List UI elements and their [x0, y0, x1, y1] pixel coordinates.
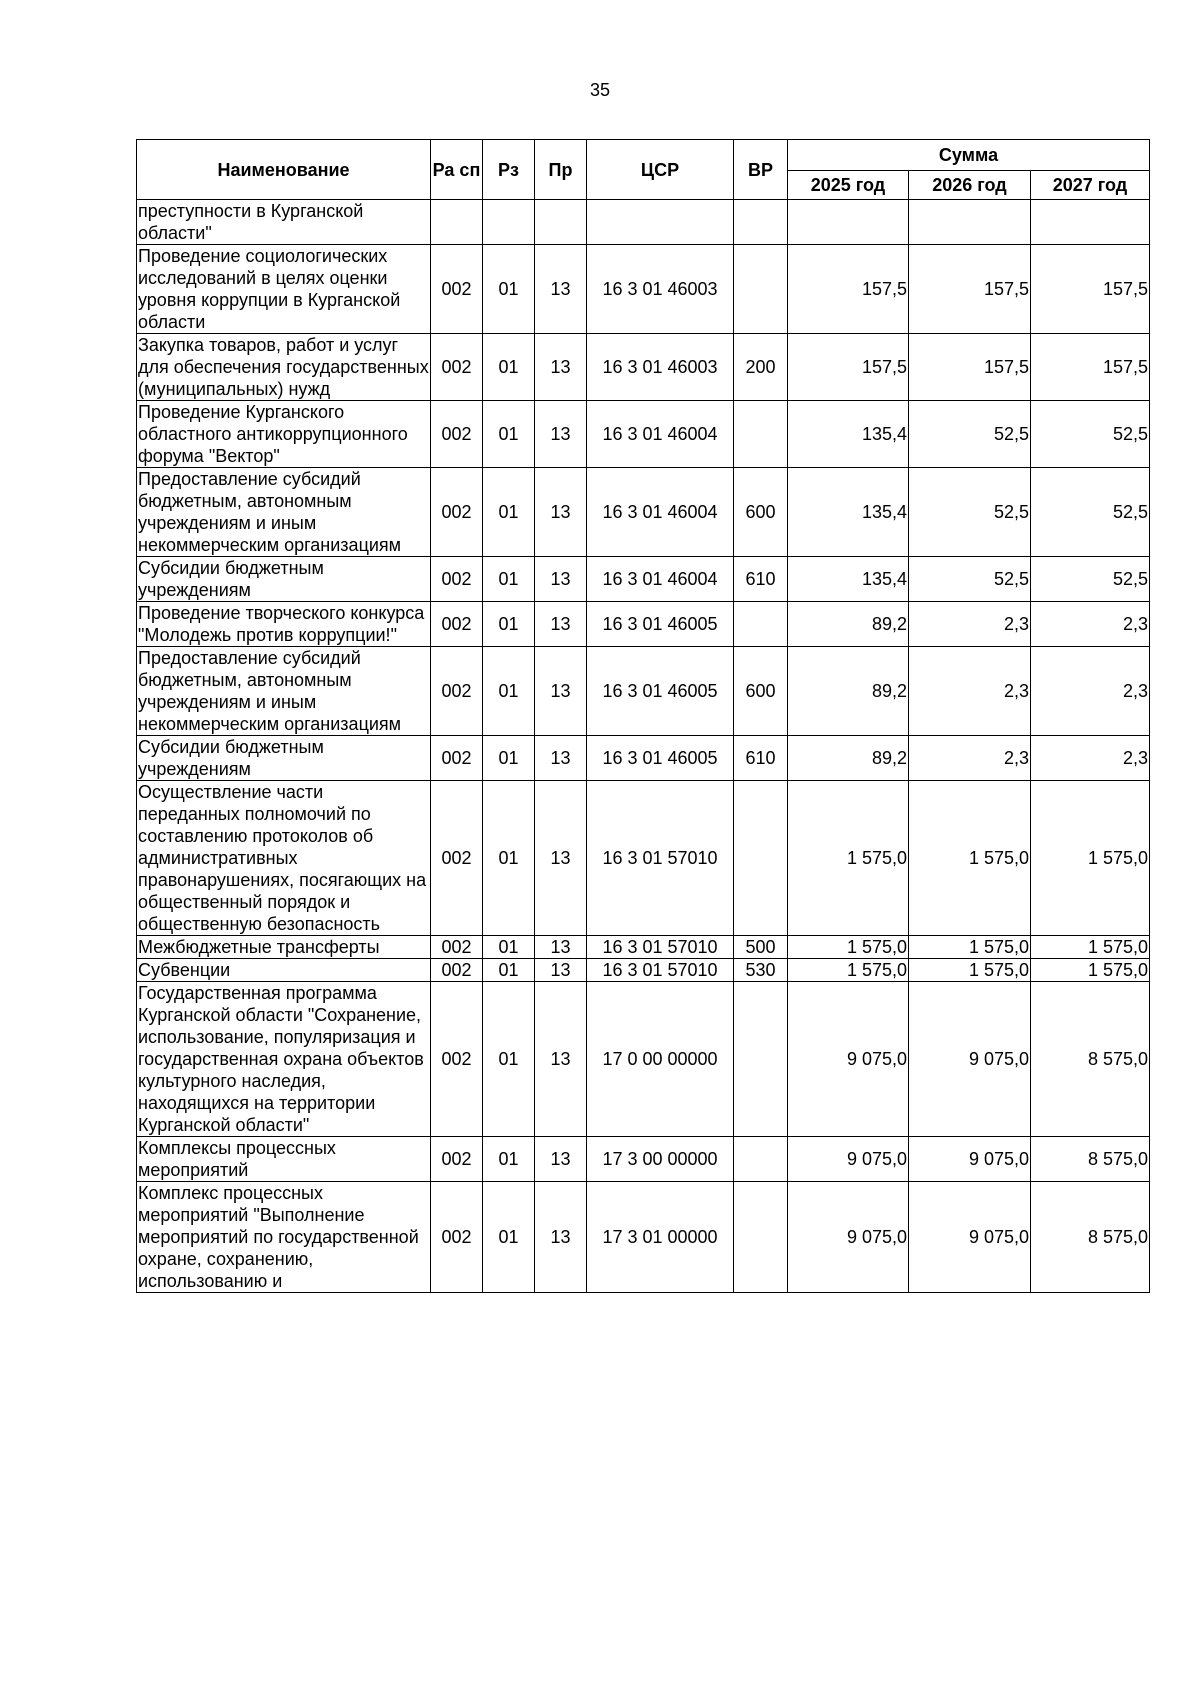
row-sum-2026-cell: 2,3 — [909, 736, 1031, 781]
row-csr-cell: 16 3 01 46005 — [587, 602, 734, 647]
row-sum-2025-cell: 135,4 — [788, 401, 909, 468]
row-rz-cell: 01 — [483, 647, 535, 736]
row-name-cell: Закупка товаров, работ и услуг для обеспечения государственных (муниципальных) нужд — [138, 335, 429, 399]
row-rz-cell: 01 — [483, 936, 535, 959]
row-pr-cell: 13 — [535, 468, 587, 557]
row-rasp-cell: 002 — [431, 1182, 483, 1293]
row-vr-cell: 610 — [734, 736, 788, 781]
row-vr-cell — [734, 200, 788, 245]
budget-table — [136, 139, 1150, 1293]
row-sum-2026-cell: 1 575,0 — [909, 781, 1031, 936]
row-pr-cell: 13 — [535, 1137, 587, 1182]
row-pr-cell: 13 — [535, 602, 587, 647]
row-csr-cell: 16 3 01 46004 — [587, 557, 734, 602]
row-vr-cell — [734, 401, 788, 468]
row-sum-2025-cell: 1 575,0 — [788, 781, 909, 936]
row-name-cell: Межбюджетные трансферты — [137, 936, 431, 959]
table-row — [137, 468, 1150, 557]
row-csr-cell: 17 0 00 00000 — [587, 982, 734, 1137]
row-name-cell: Осуществление части переданных полномочий по составлению протоколов об административных правонарушениях, посягающих на общественный порядок и общественную безопасность — [137, 781, 431, 936]
row-sum-2026-cell: 52,5 — [909, 468, 1031, 557]
table-row — [137, 200, 1150, 245]
row-sum-2026-cell: 1 575,0 — [909, 959, 1031, 982]
row-sum-2026-cell: 9 075,0 — [909, 1182, 1031, 1293]
row-pr-cell: 13 — [535, 959, 587, 982]
row-name-cell: Предоставление субсидий бюджетным, автономным учреждениям и иным некоммерческим организациям — [137, 647, 431, 736]
row-rasp-cell: 002 — [431, 401, 483, 468]
header-vr: ВР — [734, 140, 788, 200]
row-pr-cell: 13 — [535, 781, 587, 936]
row-sum-2026-cell — [909, 200, 1031, 245]
row-sum-2027-cell: 8 575,0 — [1031, 1182, 1150, 1293]
table-header — [137, 140, 1150, 200]
row-rasp-cell: 002 — [431, 936, 483, 959]
table-row — [137, 557, 1150, 602]
row-sum-2026-cell: 2,3 — [909, 647, 1031, 736]
table-row — [137, 1137, 1150, 1182]
row-sum-2027-cell: 52,5 — [1031, 557, 1150, 602]
header-rasp: Ра сп — [431, 140, 483, 200]
row-csr-cell — [587, 200, 734, 245]
row-rasp-cell: 002 — [431, 468, 483, 557]
row-rasp-cell: 002 — [431, 557, 483, 602]
row-sum-2025-cell: 157,5 — [788, 334, 909, 401]
row-rasp-cell: 002 — [431, 736, 483, 781]
header-year-2025: 2025 год — [788, 171, 909, 200]
row-name-cell: Предоставление субсидий бюджетным, автономным учреждениям и иным некоммерческим организациям — [137, 468, 431, 557]
row-rz-cell: 01 — [483, 468, 535, 557]
row-csr-cell: 16 3 01 57010 — [587, 959, 734, 982]
table-row — [137, 982, 1150, 1137]
row-vr-cell: 610 — [734, 557, 788, 602]
row-csr-cell: 16 3 01 46003 — [587, 245, 734, 334]
row-rasp-cell: 002 — [431, 334, 483, 401]
row-pr-cell: 13 — [535, 245, 587, 334]
row-sum-2026-cell: 2,3 — [909, 602, 1031, 647]
row-rz-cell: 01 — [483, 401, 535, 468]
header-csr: ЦСР — [587, 140, 734, 200]
row-csr-cell: 17 3 01 00000 — [587, 1182, 734, 1293]
row-vr-cell — [734, 982, 788, 1137]
table-row — [137, 1182, 1150, 1293]
row-pr-cell: 13 — [535, 401, 587, 468]
row-vr-cell: 600 — [734, 468, 788, 557]
row-sum-2026-cell: 157,5 — [909, 245, 1031, 334]
row-sum-2025-cell — [788, 200, 909, 245]
row-vr-cell: 500 — [734, 936, 788, 959]
row-sum-2027-cell: 1 575,0 — [1031, 781, 1150, 936]
row-rz-cell — [483, 200, 535, 245]
row-rasp-cell: 002 — [431, 1137, 483, 1182]
row-sum-2025-cell: 1 575,0 — [788, 959, 909, 982]
row-name-cell: Субсидии бюджетным учреждениям — [137, 557, 431, 602]
table-body — [137, 200, 1150, 1293]
row-csr-cell: 16 3 01 57010 — [587, 781, 734, 936]
row-rasp-cell: 002 — [431, 982, 483, 1137]
row-sum-2026-cell: 157,5 — [909, 334, 1031, 401]
row-sum-2025-cell: 1 575,0 — [788, 936, 909, 959]
row-sum-2027-cell: 8 575,0 — [1031, 982, 1150, 1137]
row-sum-2027-cell: 8 575,0 — [1031, 1137, 1150, 1182]
row-name-cell: Субвенции — [137, 959, 431, 982]
row-vr-cell: 530 — [734, 959, 788, 982]
row-rz-cell: 01 — [483, 557, 535, 602]
row-sum-2027-cell: 157,5 — [1031, 245, 1150, 334]
row-csr-cell: 17 3 00 00000 — [587, 1137, 734, 1182]
row-vr-cell — [734, 781, 788, 936]
table-row — [137, 936, 1150, 959]
row-name-cell: Субсидии бюджетным учреждениям — [137, 736, 431, 781]
row-sum-2025-cell: 9 075,0 — [788, 1182, 909, 1293]
row-name-cell: Проведение социологических исследований в целях оценки уровня коррупции в Курганской области — [137, 245, 431, 334]
row-vr-cell — [734, 1137, 788, 1182]
row-pr-cell: 13 — [535, 1182, 587, 1293]
row-rasp-cell — [431, 200, 483, 245]
row-pr-cell: 13 — [535, 334, 587, 401]
row-sum-2025-cell: 9 075,0 — [788, 982, 909, 1137]
row-rasp-cell: 002 — [431, 245, 483, 334]
row-rasp-cell: 002 — [431, 781, 483, 936]
row-name-cell: Государственная программа Курганской области "Сохранение, использование, популяризация и государственная охрана объектов культурного наследия, находящихся на территории Курганской области" — [137, 982, 431, 1137]
row-sum-2027-cell: 52,5 — [1031, 401, 1150, 468]
row-pr-cell: 13 — [535, 647, 587, 736]
row-sum-2027-cell: 2,3 — [1031, 647, 1150, 736]
row-rz-cell: 01 — [483, 334, 535, 401]
row-sum-2026-cell: 52,5 — [909, 557, 1031, 602]
row-vr-cell: 600 — [734, 647, 788, 736]
row-name-cell: Проведение творческого конкурса "Молодежь против коррупции!" — [137, 602, 431, 647]
table-row — [137, 602, 1150, 647]
row-sum-2027-cell — [1031, 200, 1150, 245]
row-sum-2026-cell: 1 575,0 — [909, 936, 1031, 959]
row-rz-cell: 01 — [483, 982, 535, 1137]
row-csr-cell: 16 3 01 46005 — [587, 736, 734, 781]
row-rz-cell: 01 — [483, 1137, 535, 1182]
row-csr-cell: 16 3 01 57010 — [587, 936, 734, 959]
row-csr-cell: 16 3 01 46003 — [587, 334, 734, 401]
header-sum: Сумма — [788, 140, 1150, 171]
row-rasp-cell: 002 — [431, 647, 483, 736]
table-row — [137, 401, 1150, 468]
table-row — [137, 334, 1150, 401]
row-sum-2027-cell: 157,5 — [1031, 334, 1150, 401]
row-sum-2025-cell: 157,5 — [788, 245, 909, 334]
header-name: Наименование — [137, 140, 431, 200]
row-sum-2026-cell: 9 075,0 — [909, 1137, 1031, 1182]
row-sum-2025-cell: 9 075,0 — [788, 1137, 909, 1182]
row-csr-cell: 16 3 01 46005 — [587, 647, 734, 736]
row-rz-cell: 01 — [483, 602, 535, 647]
row-pr-cell: 13 — [535, 557, 587, 602]
row-rz-cell: 01 — [483, 736, 535, 781]
row-pr-cell: 13 — [535, 936, 587, 959]
row-sum-2025-cell: 135,4 — [788, 557, 909, 602]
row-sum-2025-cell: 89,2 — [788, 647, 909, 736]
row-sum-2025-cell: 89,2 — [788, 736, 909, 781]
row-rz-cell: 01 — [483, 245, 535, 334]
row-name-cell: Проведение Курганского областного антикоррупционного форума "Вектор" — [137, 401, 431, 468]
row-vr-cell — [734, 1182, 788, 1293]
header-rz: Рз — [483, 140, 535, 200]
row-pr-cell — [535, 200, 587, 245]
row-name-cell: Комплекс процессных мероприятий "Выполнение мероприятий по государственной охране, сохранению, использованию и — [137, 1182, 431, 1293]
row-sum-2025-cell: 135,4 — [788, 468, 909, 557]
row-pr-cell: 13 — [535, 736, 587, 781]
row-sum-2025-cell: 89,2 — [788, 602, 909, 647]
row-vr-cell — [734, 602, 788, 647]
table-row — [137, 781, 1150, 936]
row-csr-cell: 16 3 01 46004 — [587, 468, 734, 557]
row-rz-cell: 01 — [483, 1182, 535, 1293]
row-rasp-cell: 002 — [431, 602, 483, 647]
row-sum-2027-cell: 1 575,0 — [1031, 936, 1150, 959]
table-row — [137, 647, 1150, 736]
table-row — [137, 959, 1150, 982]
row-csr-cell: 16 3 01 46004 — [587, 401, 734, 468]
row-rz-cell: 01 — [483, 959, 535, 982]
row-sum-2027-cell: 2,3 — [1031, 602, 1150, 647]
header-year-2027: 2027 год — [1031, 171, 1150, 200]
table-row — [137, 736, 1150, 781]
row-name-cell: преступности в Курганской области" — [137, 200, 431, 245]
row-rasp-cell: 002 — [431, 959, 483, 982]
row-sum-2027-cell: 52,5 — [1031, 468, 1150, 557]
page-number: 35 — [589, 80, 611, 100]
row-sum-2027-cell: 1 575,0 — [1031, 959, 1150, 982]
header-pr: Пр — [535, 140, 587, 200]
header-year-2026: 2026 год — [909, 171, 1031, 200]
row-vr-cell — [734, 245, 788, 334]
row-pr-cell: 13 — [535, 982, 587, 1137]
row-sum-2026-cell: 52,5 — [909, 401, 1031, 468]
row-name-cell: Комплексы процессных мероприятий — [137, 1137, 431, 1182]
table-row — [137, 245, 1150, 334]
row-sum-2026-cell: 9 075,0 — [909, 982, 1031, 1137]
row-sum-2027-cell: 2,3 — [1031, 736, 1150, 781]
row-rz-cell: 01 — [483, 781, 535, 936]
row-vr-cell: 200 — [734, 334, 788, 401]
